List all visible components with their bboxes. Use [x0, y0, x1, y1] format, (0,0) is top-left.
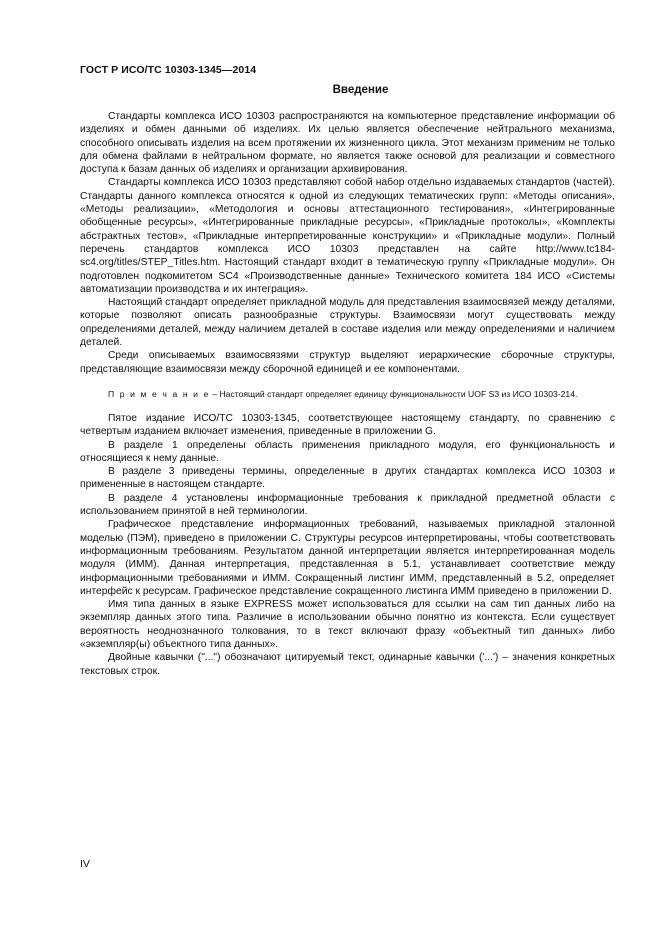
paragraph: Графическое представление информационных требований, называемых прикладной эталонной моделью (ПЭМ), приведено в приложении C. Структуры ресурсов интерпретированы, чтобы соответствовать информационным требованиям. Результатом данной интерпретации является интерпретированная модель модуля (ИММ). Данная интерпретация, представленная в 5.1, устанавливает соответствие между информационными требованиями и ИММ. Сокращенный листинг ИММ, представленный в 5.2, определяет интерфейс к ресурсам. Графическое представление сокращенного листинга ИММ приведено в приложении D.	[80, 519, 615, 597]
paragraph: Двойные кавычки ("...") обозначают цитируемый текст, одинарные кавычки ('...') – значения конкретных текстовых строк.	[80, 652, 615, 677]
document-body	[80, 110, 615, 678]
standard-header: ГОСТ Р ИСО/ТС 10303-1345—2014	[80, 64, 257, 76]
note	[80, 388, 615, 400]
paragraph: Стандарты комплекса ИСО 10303 распространяются на компьютерное представление информации об изделиях и обмен данными об изделиях. Их целью является обеспечение нейтрального механизма, способного описывать изделия на всем протяжении их жизненного цикла. Этот механизм применим не только для обмена файлами в нейтральном формате, но является также основой для реализации и совместного доступа к базам данных об изделиях и организации архивирования.	[80, 111, 615, 176]
note-text: – Настоящий стандарт определяет единицу функциональности UOF S3 из ИСО 10303-214.	[209, 388, 578, 399]
paragraph: В разделе 3 приведены термины, определенные в других стандартах комплекса ИСО 10303 и примененные в настоящем стандарте.	[80, 466, 615, 491]
paragraph: Имя типа данных в языке EXPRESS может использоваться для ссылки на сам тип данных либо на экземпляр данных этого типа. Различие в использовании обычно понятно из контекста. Если существует вероятность неоднозначного толкования, то в текст включают фразу «объектный тип данных» либо «экземпляр(ы) объектного типа данных».	[80, 599, 615, 650]
paragraph: Настоящий стандарт определяет прикладной модуль для представления взаимосвязей между деталями, которые позволяют описать разнообразные структуры. Взаимосвязи могут существовать между определениями деталей, между наличием деталей в составе изделия или между определениями и наличием деталей.	[80, 297, 615, 349]
page-number: IV	[80, 858, 90, 870]
section-title: Введение	[332, 84, 389, 96]
note-label: П р и м е ч а н и е	[108, 388, 210, 399]
paragraph: В разделе 4 установлены информационные требования к прикладной предметной области с использованием принятой в ней терминологии.	[80, 492, 615, 518]
paragraph: Пятое издание ИСО/ТС 10303-1345, соответствующее настоящему стандарту, по сравнению с четвертым изданием включает изменения, приведенные в приложении G.	[80, 412, 615, 438]
paragraph: Стандарты комплекса ИСО 10303 представляют собой набор отдельно издаваемых стандартов (частей). Стандарты данного комплекса относятся к одной из следующих тематических групп: «Методы описания», «Методы реализации», «Методология и основы аттестационного тестирования», «Интегрированные обобщенные ресурсы», «Интегрированные прикладные ресурсы», «Прикладные протоколы», «Комплекты абстрактных тестов», «Прикладные интерпретированные конструкции» и «Прикладные модули». Полный перечень стандартов комплекса ИСО 10303 представлен на сайте http://www.tc184-sc4.org/titles/STEP_Titles.htm. Настоящий стандарт входит в тематическую группу «Прикладные модули». Он подготовлен подкомитетом SC4 «Производственные данные» Технического комитета 184 ИСО «Системы автоматизации производства и их интеграция».	[80, 177, 615, 295]
paragraph: В разделе 1 определены область применения прикладного модуля, его функциональность и относящиеся к нему данные.	[80, 439, 615, 464]
paragraph: Среди описываемых взаимосвязями структур выделяют иерархические сборочные структуры, представляющие взаимосвязи между сборочной единицей и ее компонентами.	[80, 350, 615, 375]
